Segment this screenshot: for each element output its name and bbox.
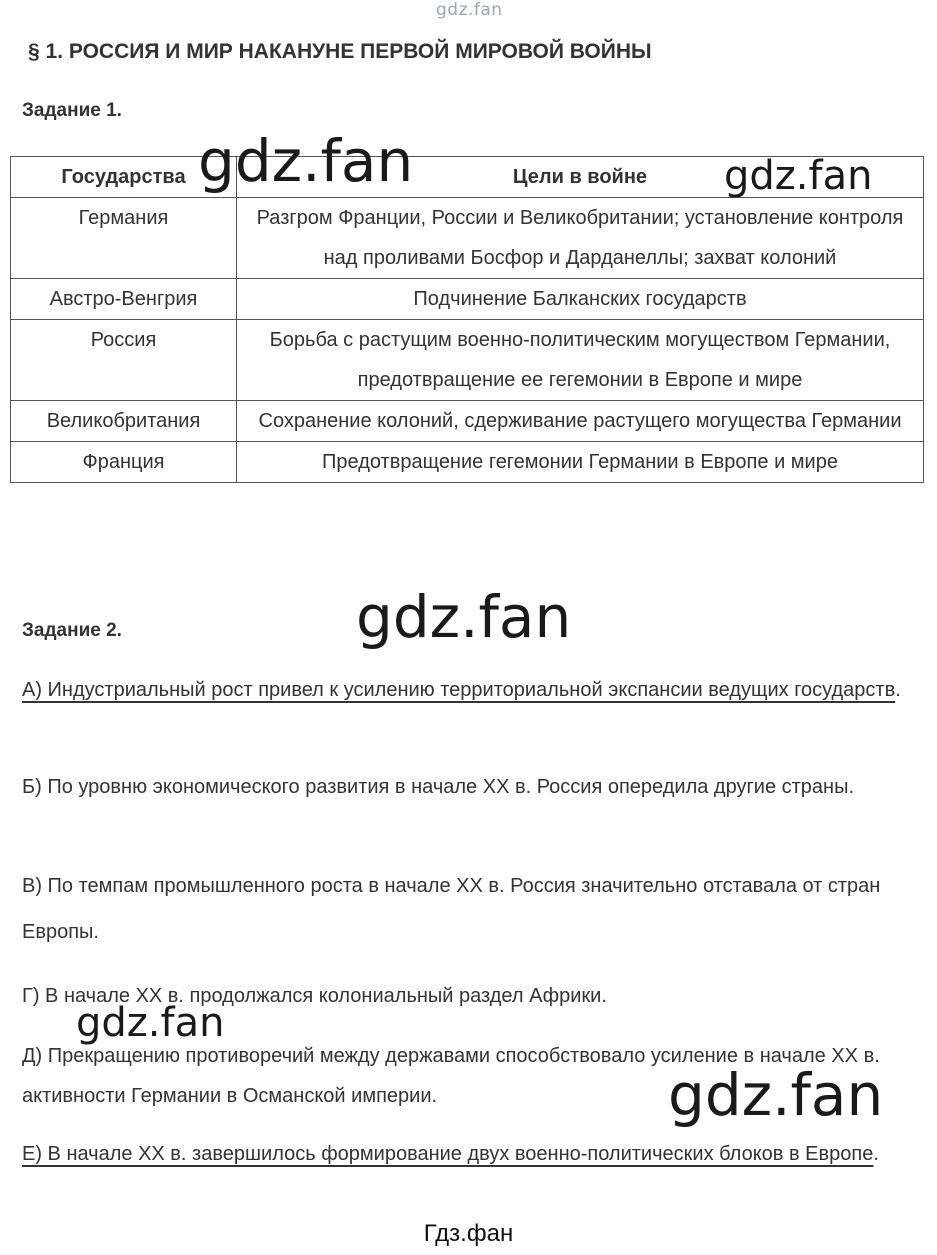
goal-cell: Борьба с растущим военно-политическим могуществом Германии, предотвращение ее гегемонии в Европе и мире [237,320,924,401]
statement-b: Б) По уровню экономического развития в начале XX в. Россия опередила другие страны. [22,776,855,798]
watermark-table-right: gdz.fan [724,153,873,199]
goal-cell: Сохранение колоний, сдерживание растущего могущества Германии [237,401,924,442]
header-goals: Цели в войне [237,157,924,198]
statement-f-text: Е) В начале XX в. завершилось формирование двух военно-политических блоков в Европе [22,1143,874,1165]
state-cell: Австро-Венгрия [11,279,237,320]
goal-cell: Разгром Франции, России и Великобритании; установление контроля над проливами Босфор и Дарданеллы; захват колоний [237,198,924,279]
statement-f-period: . [873,1143,879,1165]
goals-table [10,153,924,483]
footer-site-name: Гдз.фан [423,1220,514,1247]
state-cell: Россия [11,320,237,401]
watermark-top: gdz.fan [436,0,503,20]
statement-d: Г) В начале XX в. продолжался колониальный раздел Африки. [22,985,607,1007]
statement-a-text: А) Индустриальный рост привел к усилению территориальной экспансии ведущих государств [22,679,896,701]
table-row [11,279,924,320]
watermark-middle: gdz.fan [356,583,572,651]
statement-f [22,1134,912,1174]
watermark-lower-left: gdz.fan [76,1000,225,1046]
statement-a [22,670,912,710]
task-2-title: Задание 2. [22,620,122,641]
table-row [11,442,924,483]
table-row [11,198,924,279]
task-1-title: Задание 1. [22,100,122,121]
table-row [11,401,924,442]
goal-cell: Подчинение Балканских государств [237,279,924,320]
page-title: § 1. РОССИЯ И МИР НАКАНУНЕ ПЕРВОЙ МИРОВОЙ ВОЙНЫ [28,40,652,63]
state-cell: Германия [11,198,237,279]
statement-e: Д) Прекращению противоречий между державами способствовало усиление в начале XX в. активности Германии в Османской империи. [22,1045,880,1107]
state-cell: Великобритания [11,401,237,442]
header-states: Государства [11,157,237,198]
statement-a-period: . [895,679,901,701]
goal-cell: Предотвращение гегемонии Германии в Европе и мире [237,442,924,483]
watermark-table-left: gdz.fan [198,127,414,195]
watermark-lower-right: gdz.fan [668,1061,884,1129]
statement-c: В) По темпам промышленного роста в начале XX в. Россия значительно отставала от стран Европы. [22,875,881,943]
table-row [11,320,924,401]
state-cell: Франция [11,442,237,483]
